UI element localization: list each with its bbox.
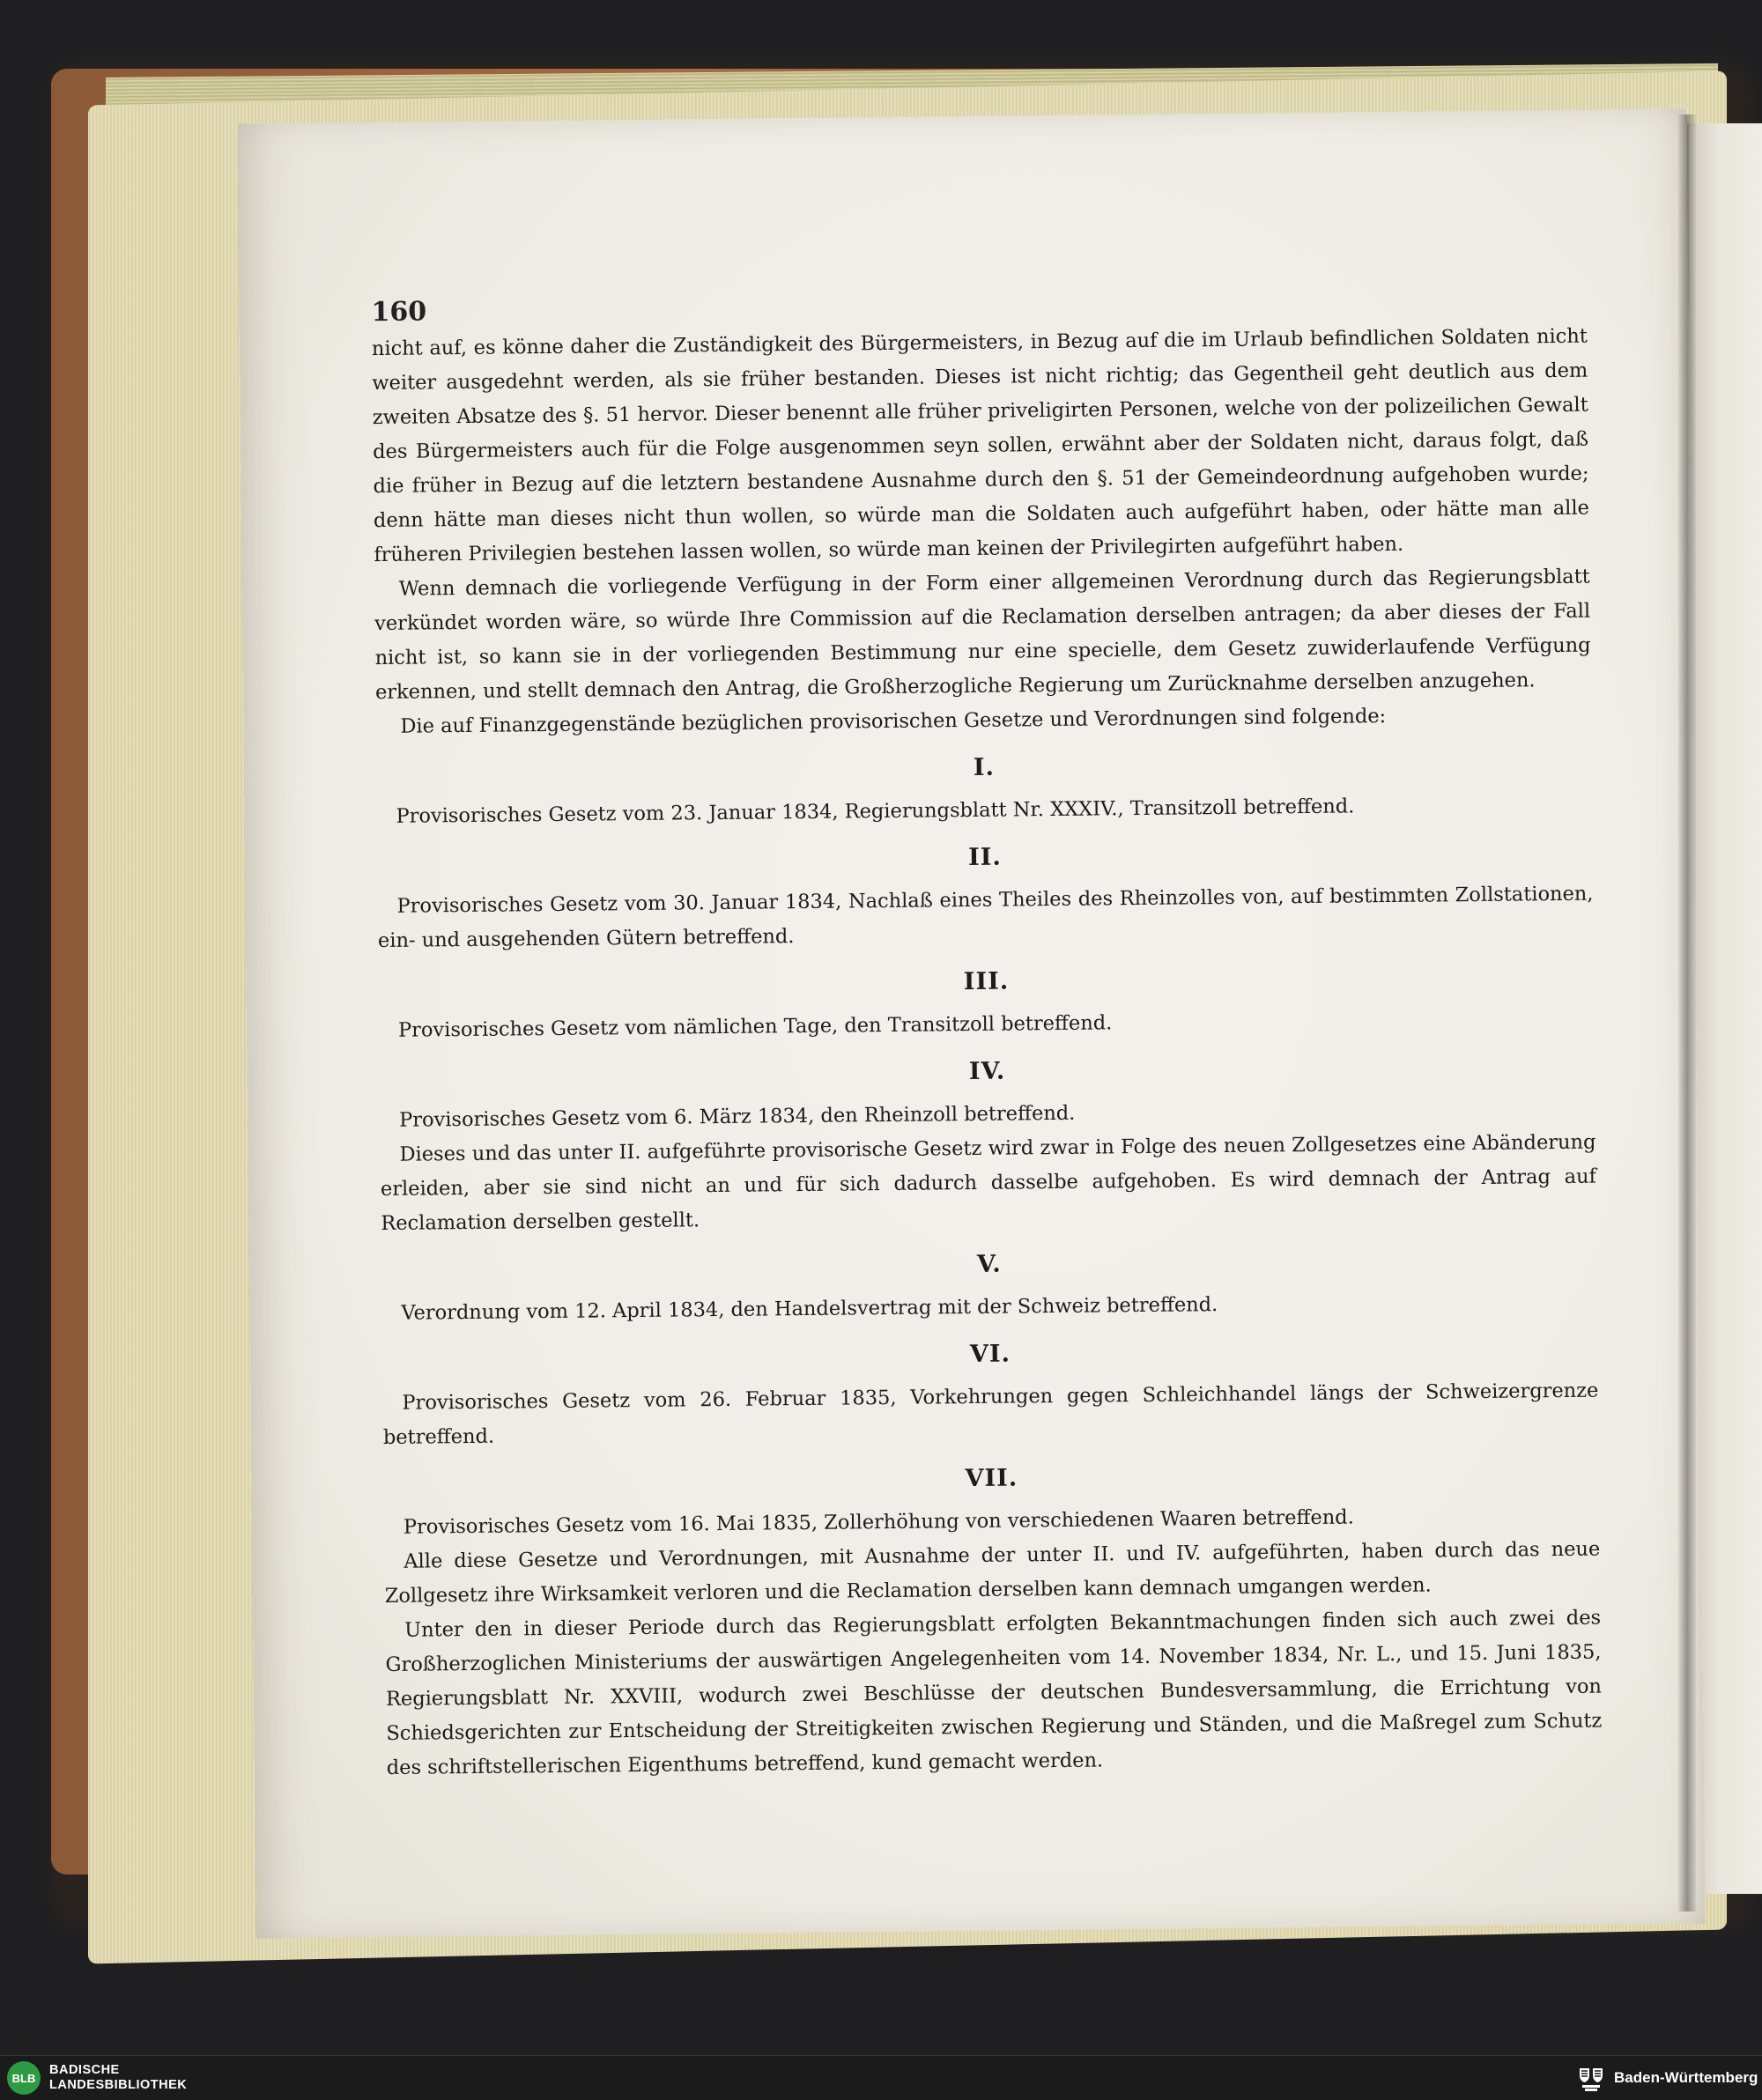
section-line: Verordnung vom 12. April 1834, den Handelsvertrag mit der Schweiz betreffend.	[401, 1293, 1218, 1325]
section-6	[382, 1331, 1599, 1455]
section-line: Provisorisches Gesetz vom 16. Mai 1835, Zollerhöhung von verschiedenen Waaren betreffend.	[403, 1505, 1354, 1539]
paragraph: Wenn demnach die vorliegende Verfügung in der Form einer allgemeinen Verordnung durch das Regierungsblatt verkündet worden wäre, so würde Ihre Commission auf die Reclamation derselben antragen; da aber dieses der Fall nicht ist, so kann sie in der vorliegenden Bestimmung nur eine specielle, dem Gesetz zuwiderlaufende Verfügung erkennen, und stellt demnach den Antrag, die Großherzogliche Regierung um Zurücknahme derselben anzugehen.	[374, 565, 1591, 705]
section-numeral: III.	[963, 967, 1010, 996]
section-numeral: I.	[973, 753, 996, 781]
paragraph: nicht auf, es könne daher die Zuständigkeit des Bürgermeisters, in Bezug auf die im Urlaub befindlichen Soldaten nicht weiter ausgedehnt werden, als sie früher bestanden. Dieses ist nicht richtig; das Gegentheil geht deutlich aus dem zweiten Absatze des §. 51 hervor. Dieser benennt alle früher priveligirten Personen, welche von der polizeilichen Gewalt des Bürgermeisters auch für die Folge ausgenommen seyn sollen, erwähnt aber der Soldaten nicht, daraus folgt, daß die früher in Bezug auf die letztern bestandene Ausnahme durch den §. 51 der Gemeindeordnung aufgehoben wurde; denn hätte man dieses nicht thun wollen, so würde man die Soldaten auch aufgeführt haben, oder hätte man alle früheren Privilegien bestehen lassen wollen, so würde man keinen der Privilegirten aufgeführt haben.	[371, 324, 1590, 567]
section-line: Provisorisches Gesetz vom 6. März 1834, den Rheinzoll betreffend.	[398, 1101, 1076, 1132]
section-numeral: II.	[968, 843, 1003, 872]
section-line: Unter den in dieser Periode durch das Regierungsblatt erfolgten Bekanntmachungen finden sich auch zwei des Großherzoglichen Ministeriums der auswärtigen Angelegenheiten vom 14. November 1834, Nr. L., und 15. Juni 1835, Regierungsblatt Nr. XXVIII, wodurch zwei Beschlüsse der deutschen Bundesversammlung, die Errichtung von Schiedsgerichten zur Entscheidung der Streitigkeiten zwischen Regierung und Ständen, und die Maßregel zum Schutz des schriftstellerischen Eigenthums betreffend, kund gemacht werden.	[385, 1606, 1603, 1779]
section-1	[376, 744, 1593, 834]
section-line: Alle diese Gesetze und Verordnungen, mit Ausnahme der unter II. und IV. aufgeführten, haben durch das neue Zollgesetz ihre Wirksamkeit verloren und die Reclamation derselben kann demnach umgangen werden.	[384, 1537, 1601, 1608]
section-line: Provisorisches Gesetz vom 30. Januar 1834, Nachlaß eines Theiles des Rheinzolles von, auf bestimmten Zollstationen, ein- und ausgehenden Gütern betreffend.	[377, 882, 1594, 953]
section-4	[379, 1048, 1596, 1241]
library-name-line2: LANDESBIBLIOTHEK	[49, 2078, 188, 2092]
section-line: Provisorisches Gesetz vom nämlichen Tage, den Transitzoll betreffend.	[397, 1011, 1113, 1042]
section-numeral: V.	[976, 1250, 1002, 1278]
state-name[interactable]: Baden-Württemberg	[1614, 2069, 1758, 2086]
blb-logo-icon[interactable]: BLB	[7, 2061, 41, 2095]
section-line: Dieses und das unter II. aufgeführte provisorische Gesetz wird zwar in Folge des neuen Zollgesetzes eine Abänderung erleiden, aber sie sind nicht an und für sich dadurch dasselbe aufgehoben. Es wird demnach der Antrag auf Reclamation derselben gestellt.	[380, 1130, 1596, 1236]
paragraph: Die auf Finanzgegenstände bezüglichen provisorischen Gesetze und Verordnungen sind folgende:	[400, 705, 1387, 738]
section-numeral: VII.	[965, 1464, 1018, 1493]
section-line: Provisorisches Gesetz vom 23. Januar 1834, Regierungsblatt Nr. XXXIV., Transitzoll betreffend.	[396, 795, 1355, 828]
footer-bar	[0, 2055, 1762, 2100]
section-5	[381, 1241, 1598, 1331]
coat-of-arms-icon	[1577, 2065, 1607, 2093]
section-7	[383, 1455, 1603, 1786]
section-line: Provisorisches Gesetz vom 26. Februar 1835, Vorkehrungen gegen Schleichhandel längs der Schweizergrenze betreffend.	[382, 1379, 1599, 1450]
page-text	[372, 320, 1603, 1786]
library-name[interactable]	[49, 2063, 187, 2093]
section-3	[378, 958, 1595, 1048]
library-name-line1: BADISCHE	[49, 2063, 120, 2077]
page-number: 160	[371, 296, 427, 329]
page-gutter	[1678, 115, 1696, 1911]
section-numeral: VI.	[969, 1340, 1011, 1369]
section-2	[377, 834, 1594, 958]
book-page	[237, 108, 1705, 1938]
section-numeral: IV.	[968, 1057, 1006, 1086]
